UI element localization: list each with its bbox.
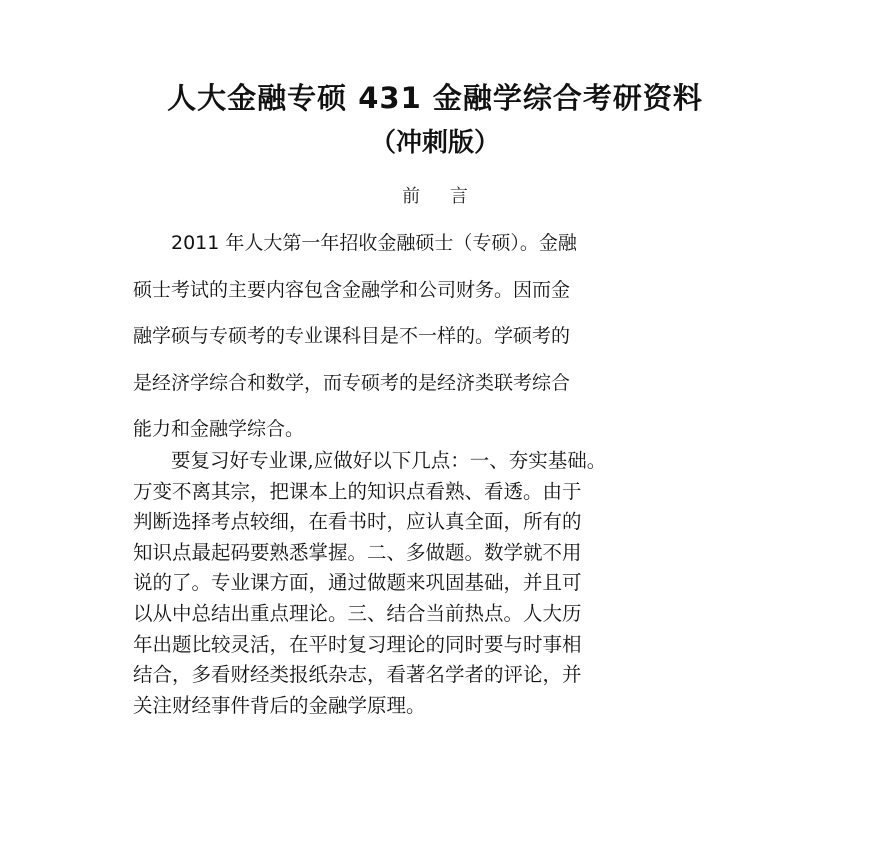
paragraph-line: 能力和金融学综合。 xyxy=(133,418,305,440)
paragraph-line: 知识点最起码要熟悉掌握。二、多做题。数学就不用 xyxy=(133,540,582,564)
intro-paragraph xyxy=(133,220,738,453)
paragraph-line: 结合，多看财经类报纸杂志，看著名学者的评论，并 xyxy=(133,663,582,687)
study-advice-paragraph xyxy=(133,446,738,721)
document-title: 人大金融专硕 431 金融学综合考研资料 xyxy=(167,81,703,115)
paragraph-line: 年出题比较灵活，在平时复习理论的同时要与时事相 xyxy=(133,632,582,656)
preface-heading: 前 言 xyxy=(402,186,480,207)
paragraph-line: 万变不离其宗，把课本上的知识点看熟、看透。由于 xyxy=(133,479,582,503)
document-subtitle: （冲刺版） xyxy=(369,128,500,158)
paragraph-line: 要复习好专业课,应做好以下几点：一、夯实基础。 xyxy=(171,449,607,472)
paragraph-line: 说的了。专业课方面，通过做题来巩固基础，并且可 xyxy=(133,571,582,595)
paragraph-line: 判断选择考点较细，在看书时，应认真全面，所有的 xyxy=(133,510,582,534)
paragraph-line: 关注财经事件背后的金融学原理。 xyxy=(133,693,426,717)
paragraph-line: 融学硕与专硕考的专业课科目是不一样的。学硕考的 xyxy=(133,325,571,347)
paragraph-line: 硕士考试的主要内容包含金融学和公司财务。因而金 xyxy=(133,278,571,301)
paragraph-line: 2011 年人大第一年招收金融硕士（专硕）。金融 xyxy=(171,232,577,254)
paragraph-line: 是经济学综合和数学，而专硕考的是经济类联考综合 xyxy=(133,371,571,394)
paragraph-line: 以从中总结出重点理论。三、结合当前热点。人大历 xyxy=(133,601,582,625)
